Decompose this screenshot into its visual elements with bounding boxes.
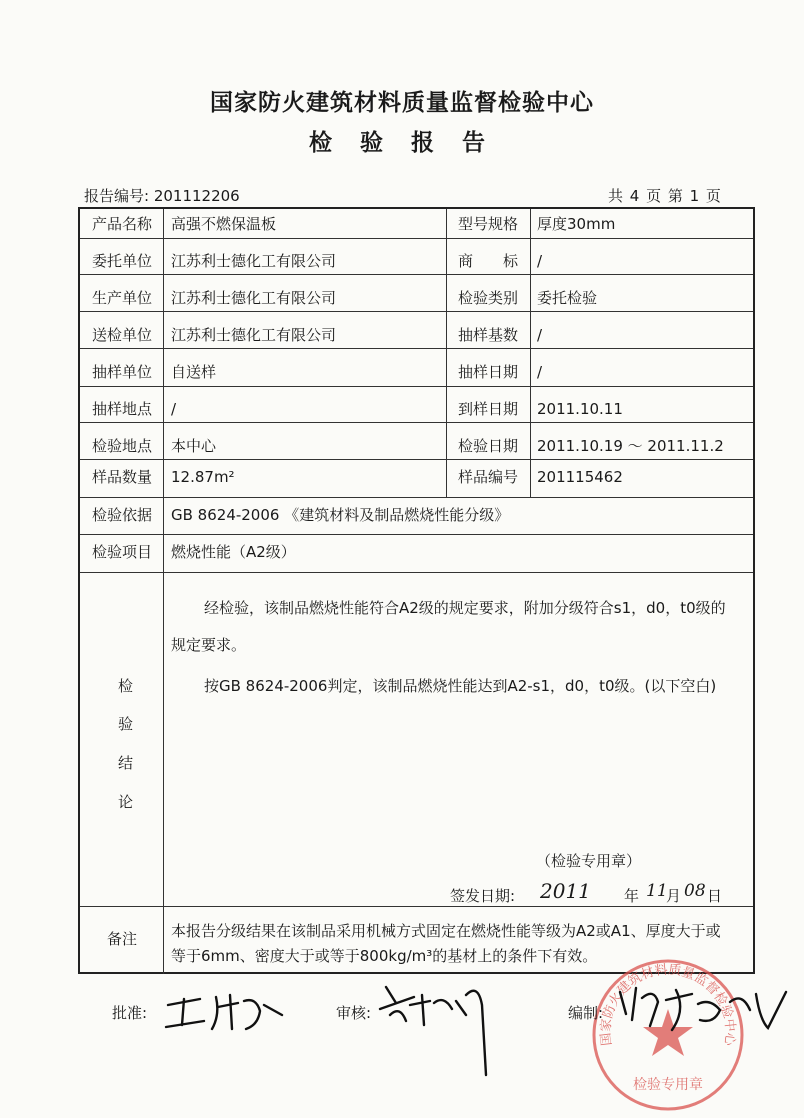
conclusion-label-char: 论 (118, 793, 134, 811)
conclusion-line-3: 按GB 8624-2006判定，该制品燃烧性能达到A2-s1，d0，t0级。(以下空白) (204, 677, 717, 695)
label-inspection-type: 检验类别 (457, 289, 518, 307)
value-sample-number: 201115462 (537, 468, 623, 486)
value-inspection-site: 本中心 (171, 437, 217, 455)
label-arrival-date: 到样日期 (457, 400, 518, 418)
value-inspection-type: 委托检验 (537, 289, 598, 307)
value-arrival-date: 2011.10.11 (537, 400, 623, 418)
value-sampling-unit: 自送样 (171, 363, 217, 381)
remarks-line-2: 等于6mm、密度大于或等于800kg/m³的基材上的条件下有效。 (171, 947, 598, 965)
value-trademark: / (537, 252, 543, 270)
label-sampling-base: 抽样基数 (457, 326, 518, 344)
conclusion-label-char: 结 (118, 754, 134, 772)
conclusion-line-1: 经检验，该制品燃烧性能符合A2级的规定要求，附加分级符合s1，d0，t0级的 (204, 599, 726, 617)
value-inspection-date: 2011.10.19 ～ 2011.11.2 (537, 437, 724, 455)
report-title: 检 验 报 告 (308, 130, 496, 156)
stamp-label: （检验专用章） (536, 852, 642, 870)
svg-text:国家防火建筑材料质量监督检验中心: 国家防火建筑材料质量监督检验中心 (598, 962, 738, 1047)
label-inspection-site: 检验地点 (91, 437, 152, 455)
label-product-name: 产品名称 (91, 215, 152, 233)
issue-date-day: 08 (684, 881, 706, 901)
conclusion-line-2: 规定要求。 (171, 636, 247, 654)
label-sample-number: 样品编号 (457, 468, 518, 486)
value-sampling-location: / (171, 400, 177, 418)
prepare-label: 编制: (568, 1004, 604, 1022)
issue-date-month: 11 (646, 881, 668, 901)
remarks-line-1: 本报告分级结果在该制品采用机械方式固定在燃烧性能等级为A2或A1、厚度大于或 (171, 922, 721, 940)
label-sampling-unit: 抽样单位 (91, 363, 152, 381)
label-model-spec: 型号规格 (457, 215, 518, 233)
label-sampling-date: 抽样日期 (457, 363, 518, 381)
value-manufacturer: 江苏利士德化工有限公司 (171, 289, 337, 307)
value-test-item: 燃烧性能（A2级） (171, 543, 296, 561)
issuing-organization: 国家防火建筑材料质量监督检验中心 (210, 90, 594, 116)
label-trademark: 商 标 (457, 252, 518, 270)
value-model-spec: 厚度30mm (537, 215, 616, 233)
value-submitter: 江苏利士德化工有限公司 (171, 326, 337, 344)
issue-date-label: 签发日期: (450, 887, 516, 905)
approver-signature (160, 985, 290, 1035)
preparer-signature (610, 980, 790, 1044)
issue-date-year: 2011 (540, 879, 591, 903)
page-count: 共 4 页 第 1 页 (608, 187, 722, 205)
value-client: 江苏利士德化工有限公司 (171, 252, 337, 270)
value-sample-quantity: 12.87m² (171, 468, 235, 486)
label-sample-quantity: 样品数量 (91, 468, 152, 486)
value-basis: GB 8624-2006 《建筑材料及制品燃烧性能分级》 (171, 506, 510, 524)
label-test-item: 检验项目 (91, 543, 152, 561)
label-client: 委托单位 (91, 252, 152, 270)
review-label: 审核: (336, 1004, 372, 1022)
issue-date-day-suffix: 日 (707, 887, 723, 905)
label-manufacturer: 生产单位 (91, 289, 152, 307)
label-sampling-location: 抽样地点 (91, 400, 152, 418)
value-sampling-base: / (537, 326, 543, 344)
conclusion-label-char: 验 (118, 715, 134, 733)
value-sampling-date: / (537, 363, 543, 381)
value-product-name: 高强不燃保温板 (171, 215, 277, 233)
label-submitter: 送检单位 (91, 326, 152, 344)
reviewer-signature (370, 975, 520, 1085)
label-basis: 检验依据 (91, 506, 152, 524)
svg-text:检验专用章: 检验专用章 (633, 1077, 703, 1093)
issue-date-month-suffix: 月 (666, 887, 682, 905)
label-inspection-date: 检验日期 (457, 437, 518, 455)
report-number: 报告编号: 201112206 (84, 187, 240, 205)
conclusion-label-char: 检 (118, 677, 134, 695)
issue-date-year-suffix: 年 (624, 887, 640, 905)
approve-label: 批准: (112, 1004, 148, 1022)
label-remarks: 备注 (106, 930, 137, 948)
